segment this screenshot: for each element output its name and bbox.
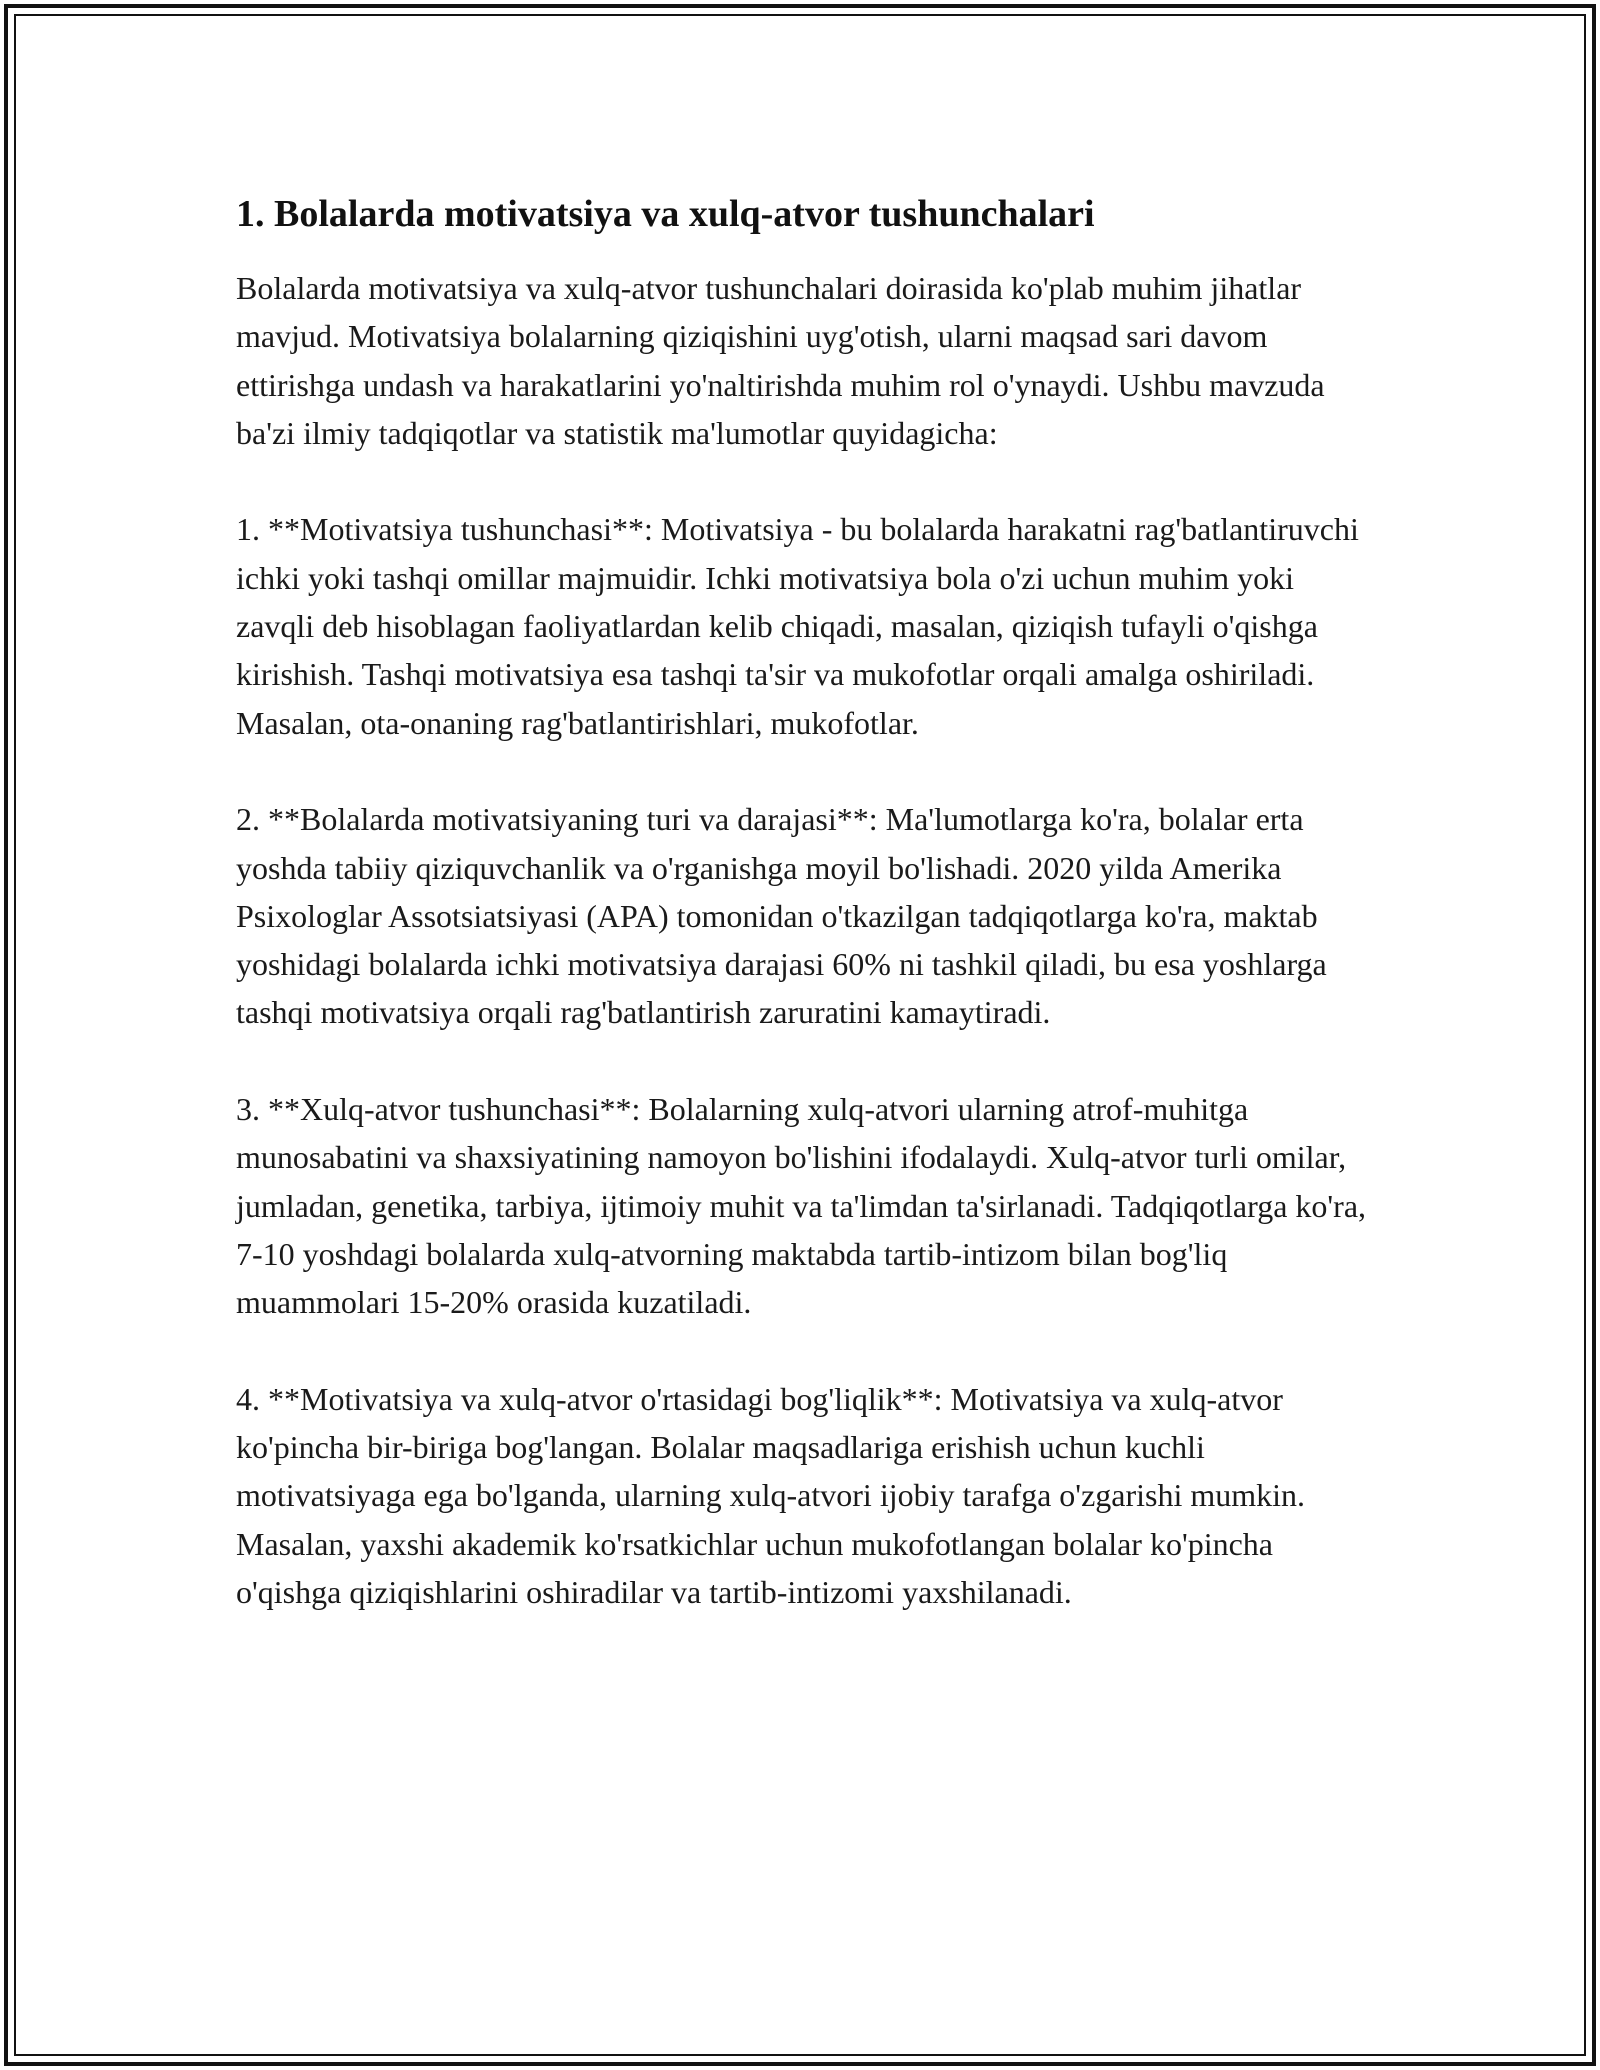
- document-body: [236, 188, 1368, 1665]
- paragraph-behavior-concept: 3. **Xulq-atvor tushunchasi**: Bolalarning xulq-atvori ularning atrof-muhitga munosabatini va shaxsiyatining namoyon bo'lishini ifodalaydi. Xulq-atvor turli omilar, jumladan, genetika, tarbiya, ijtimoiy muhit va ta'limdan ta'sirlanadi. Tadqiqotlarga ko'ra, 7-10 yoshdagi bolalarda xulq-atvorning maktabda tartib-intizom bilan bog'liq muammolari 15-20% orasida kuzatiladi.: [236, 1091, 1367, 1321]
- intro-paragraph: Bolalarda motivatsiya va xulq-atvor tushunchalari doirasida ko'plab muhim jihatlar mavjud. Motivatsiya bolalarning qiziqishini uyg'otish, ularni maqsad sari davom ettirishga undash va harakatlarini yo'naltirishda muhim rol o'ynaydi. Ushbu mavzuda ba'zi ilmiy tadqiqotlar va statistik ma'lumotlar quyidagicha:: [236, 270, 1325, 451]
- paragraph-motivation-types: 2. **Bolalarda motivatsiyaning turi va darajasi**: Ma'lumotlarga ko'ra, bolalar erta yoshda tabiiy qiziquvchanlik va o'rganishga moyil bo'lishadi. 2020 yilda Amerika Psixologlar Assotsiatsiyasi (APA) tomonidan o'tkazilgan tadqiqotlarga ko'ra, maktab yoshidagi bolalarda ichki motivatsiya darajasi 60% ni tashkil qiladi, bu esa yoshlarga tashqi motivatsiya orqali rag'batlantirish zaruratini kamaytiradi.: [236, 801, 1327, 1031]
- section-heading: 1. Bolalarda motivatsiya va xulq-atvor tushunchalari: [236, 193, 1095, 235]
- paragraph-motivation-concept: 1. **Motivatsiya tushunchasi**: Motivatsiya - bu bolalarda harakatni rag'batlantiruvchi ichki yoki tashqi omillar majmuidir. Ichki motivatsiya bola o'zi uchun muhim yoki zavqli deb hisoblagan faoliyatlardan kelib chiqadi, masalan, qiziqish tufayli o'qishga kirishish. Tashqi motivatsiya esa tashqi ta'sir va mukofotlar orqali amalga oshiriladi. Masalan, ota-onaning rag'batlantirishlari, mukofotlar.: [236, 511, 1359, 741]
- paragraph-motivation-behavior-link: 4. **Motivatsiya va xulq-atvor o'rtasidagi bog'liqlik**: Motivatsiya va xulq-atvor ko'pincha bir-biriga bog'langan. Bolalar maqsadlariga erishish uchun kuchli motivatsiyaga ega bo'lganda, ularning xulq-atvori ijobiy tarafga o'zgarishi mumkin. Masalan, yaxshi akademik ko'rsatkichlar uchun mukofotlangan bolalar ko'pincha o'qishga qiziqishlarini oshiradilar va tartib-intizomi yaxshilanadi.: [236, 1380, 1306, 1611]
